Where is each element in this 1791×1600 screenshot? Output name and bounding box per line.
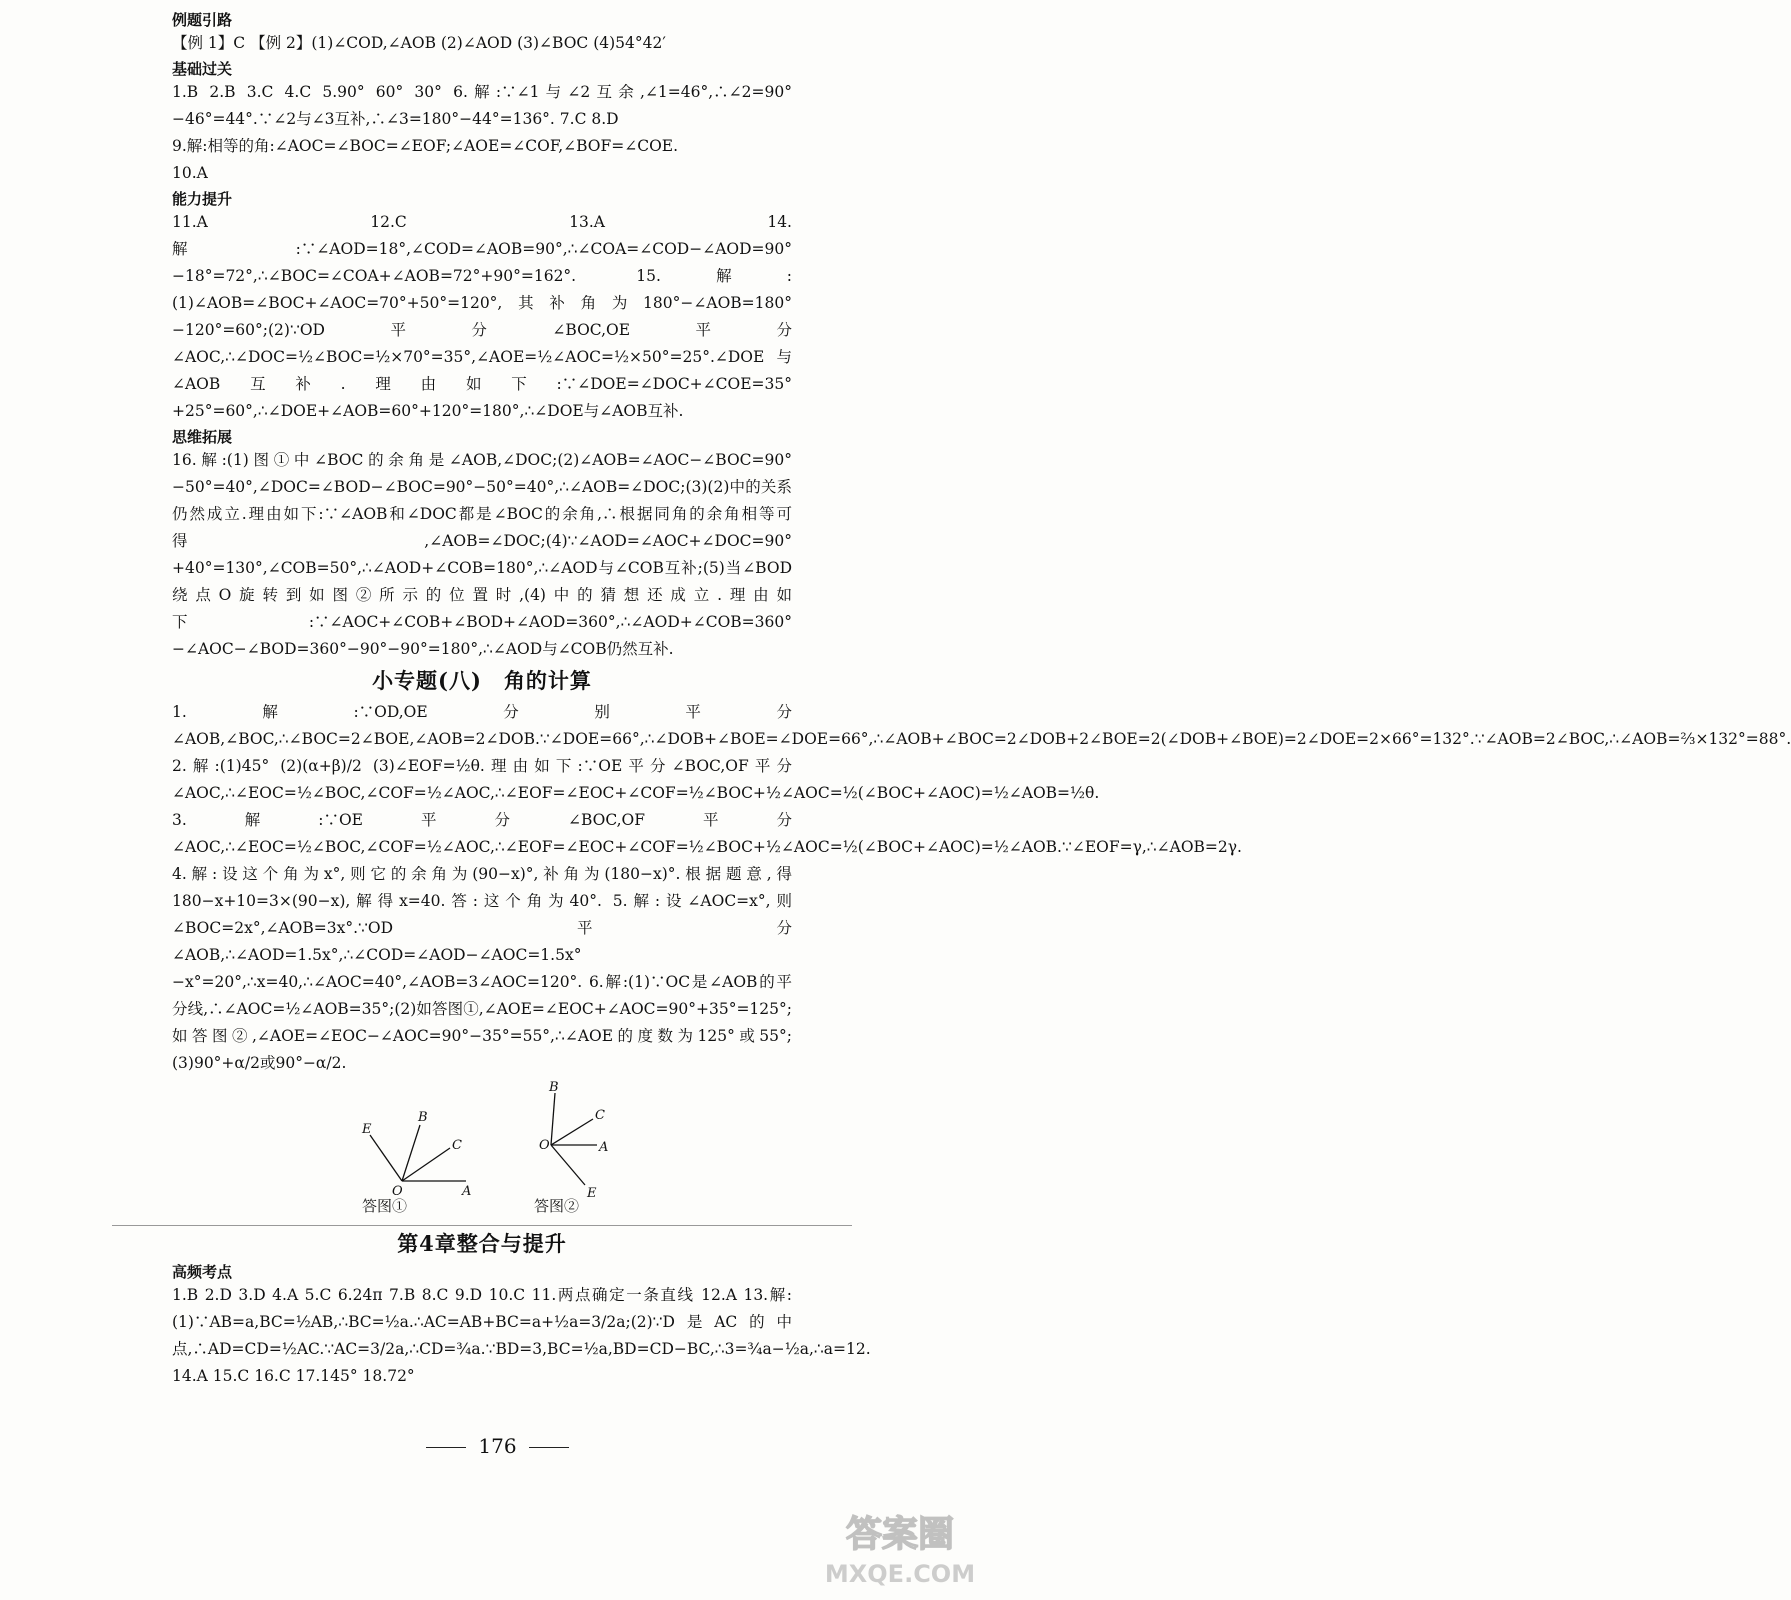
fig1-label-b: B <box>418 1110 428 1125</box>
svg-text:答案圈: 答案圈 <box>845 1514 955 1555</box>
frequent-answers-14-18: 14.A 15.C 16.C 17.145° 18.72° <box>172 1367 415 1385</box>
section-heading-thinking: 思维拓展 <box>172 428 233 446</box>
figure-2-caption: 答图② <box>534 1197 580 1215</box>
section-heading-examples: 例题引路 <box>172 11 233 29</box>
svg-text:MXQE.COM: MXQE.COM <box>824 1560 976 1588</box>
fig2-label-b: B <box>549 1080 559 1095</box>
answer-page <box>172 8 1791 1390</box>
section-heading-frequent: 高频考点 <box>172 1263 233 1281</box>
frequent-answers: 1.B 2.D 3.D 4.A 5.C 6.24π 7.B 8.C 9.D 10.C 11.两点确定一条直线 12.A 13.解:(1)∵AB=a,BC=½AB,∴BC=½a.∴AC=AB+BC=a+½a=3/2a;(2)∵D是AC的中点,∴AD=CD=½AC.∵AC=3/2a,∴CD=¾a.∵BD=3,BC=½a,BD=CD−BC,∴3=¾a−½a,∴a=12. <box>172 1286 871 1358</box>
chapter-title: 第4章整合与提升 <box>397 1231 567 1256</box>
fig2-label-o: O <box>539 1138 550 1153</box>
page-number-value: 176 <box>478 1434 517 1458</box>
fig1-label-a: A <box>462 1184 472 1199</box>
page-number-dash-right <box>529 1447 569 1448</box>
basic-answers-9: 9.解:相等的角:∠AOC=∠BOC=∠EOF;∠AOE=∠COF,∠BOF=∠COE. <box>172 137 679 155</box>
fig1-label-o: O <box>392 1184 403 1199</box>
basic-answers: 1.B 2.B 3.C 4.C 5.90° 60° 30° 6.解:∵∠1与∠2互余,∠1=46°,∴∠2=90°−46°=44°.∵∠2与∠3互补,∴∠3=180°−44°=136°. 7.C 8.D <box>172 83 792 128</box>
examples-answers: 【例 1】C 【例 2】(1)∠COD,∠AOB (2)∠AOD (3)∠BOC (4)54°42′ <box>172 34 666 52</box>
special-answers-4-6: 4.解:设这个角为x°,则它的余角为(90−x)°,补角为(180−x)°.根据题意,得180−x+10=3×(90−x),解得x=40.答:这个角为40°. 5.解:设∠AOC=x°,则∠BOC=2x°,∠AOB=3x°.∵OD平分∠AOB,∴∠AOD=1.5x°,∴∠COD=∠AOD−∠AOC=1.5x°−x°=20°,∴x=40,∴∠AOC=40°,∠AOB=3∠AOC=120°. 6.解:(1)∵OC是∠AOB的平分线,∴∠AOC=½∠AOB=35°;(2)如答图①,∠AOE=∠EOC+∠AOC=90°+35°=125°;如答图②,∠AOE=∠EOC−∠AOC=90°−35°=55°,∴∠AOE的度数为125°或55°;(3)90°+α/2或90°−α/2. <box>172 865 792 1072</box>
watermark-logo <box>815 1500 985 1592</box>
special-answers-1-3: 1.解:∵OD,OE分别平分∠AOB,∠BOC,∴∠BOC=2∠BOE,∠AOB=2∠DOB.∵∠DOE=66°,∴∠DOB+∠BOE=∠DOE=66°,∴∠AOB+∠BOC=2∠DOB+2∠BOE=2(∠DOB+∠BOE)=2∠DOE=2×66°=132°.∵∠AOB=2∠BOC,∴∠AOB=⅔×132°=88°. 2.解:(1)45° (2)(α+β)/2 (3)∠EOF=½θ.理由如下:∵OE平分∠BOC,OF平分∠AOC,∴∠EOC=½∠BOC,∠COF=½∠AOC,∴∠EOF=∠EOC+∠COF=½∠BOC+½∠AOC=½(∠BOC+∠AOC)=½∠AOB=½θ. 3.解:∵OE平分∠BOC,OF平分∠AOC,∴∠EOC=½∠BOC,∠COF=½∠AOC,∴∠EOF=∠EOC+∠COF=½∠BOC+½∠AOC=½(∠BOC+∠AOC)=½∠AOB.∵∠EOF=γ,∴∠AOB=2γ. <box>172 703 1791 856</box>
basic-answers-10: 10.A <box>172 164 208 182</box>
fig2-label-a: A <box>599 1140 609 1155</box>
page-number <box>0 1434 995 1458</box>
fig1-label-c: C <box>452 1138 462 1153</box>
figure-1 <box>362 1083 492 1203</box>
page-number-dash-left <box>426 1447 466 1448</box>
section-heading-ability: 能力提升 <box>172 190 233 208</box>
section-heading-basic: 基础过关 <box>172 60 233 78</box>
figure-1-caption: 答图① <box>362 1197 408 1215</box>
fig2-label-e: E <box>587 1186 597 1201</box>
thinking-answers: 16.解:(1)图①中∠BOC的余角是∠AOB,∠DOC;(2)∠AOB=∠AOC−∠BOC=90°−50°=40°,∠DOC=∠BOD−∠BOC=90°−50°=40°,∴∠AOB=∠DOC;(3)(2)中的关系仍然成立.理由如下:∵∠AOB和∠DOC都是∠BOC的余角,∴根据同角的余角相等可得,∠AOB=∠DOC;(4)∵∠AOD=∠AOC+∠DOC=90°+40°=130°,∠COB=50°,∴∠AOD+∠COB=180°,∴∠AOD与∠COB互补;(5)当∠BOD绕点O旋转到如图②所示的位置时,(4)中的猜想还成立.理由如下:∵∠AOC+∠COB+∠BOD+∠AOD=360°,∴∠AOD+∠COB=360°−∠AOC−∠BOD=360°−90°−90°=180°,∴∠AOD与∠COB仍然互补. <box>172 451 792 658</box>
special-topic-name: 角的计算 <box>503 668 592 693</box>
fig1-label-e: E <box>362 1122 372 1137</box>
special-topic-title <box>172 665 792 695</box>
ability-answers: 11.A 12.C 13.A 14.解:∵∠AOD=18°,∠COD=∠AOB=90°,∴∠COA=∠COD−∠AOD=90°−18°=72°,∴∠BOC=∠COA+∠AOB=72°+90°=162°. 15.解:(1)∠AOB=∠BOC+∠AOC=70°+50°=120°,其补角为180°−∠AOB=180°−120°=60°;(2)∵OD平分∠BOC,OE平分∠AOC,∴∠DOC=½∠BOC=½×70°=35°,∠AOE=½∠AOC=½×50°=25°.∠DOE与∠AOB互补.理由如下:∵∠DOE=∠DOC+∠COE=35°+25°=60°,∴∠DOE+∠AOB=60°+120°=180°,∴∠DOE与∠AOB互补. <box>172 213 792 420</box>
divider <box>112 1225 852 1226</box>
figure-2 <box>527 1080 637 1203</box>
answer-figures <box>172 1080 792 1223</box>
special-topic-number: 小专题(八) <box>372 668 482 693</box>
fig2-label-c: C <box>595 1108 605 1123</box>
